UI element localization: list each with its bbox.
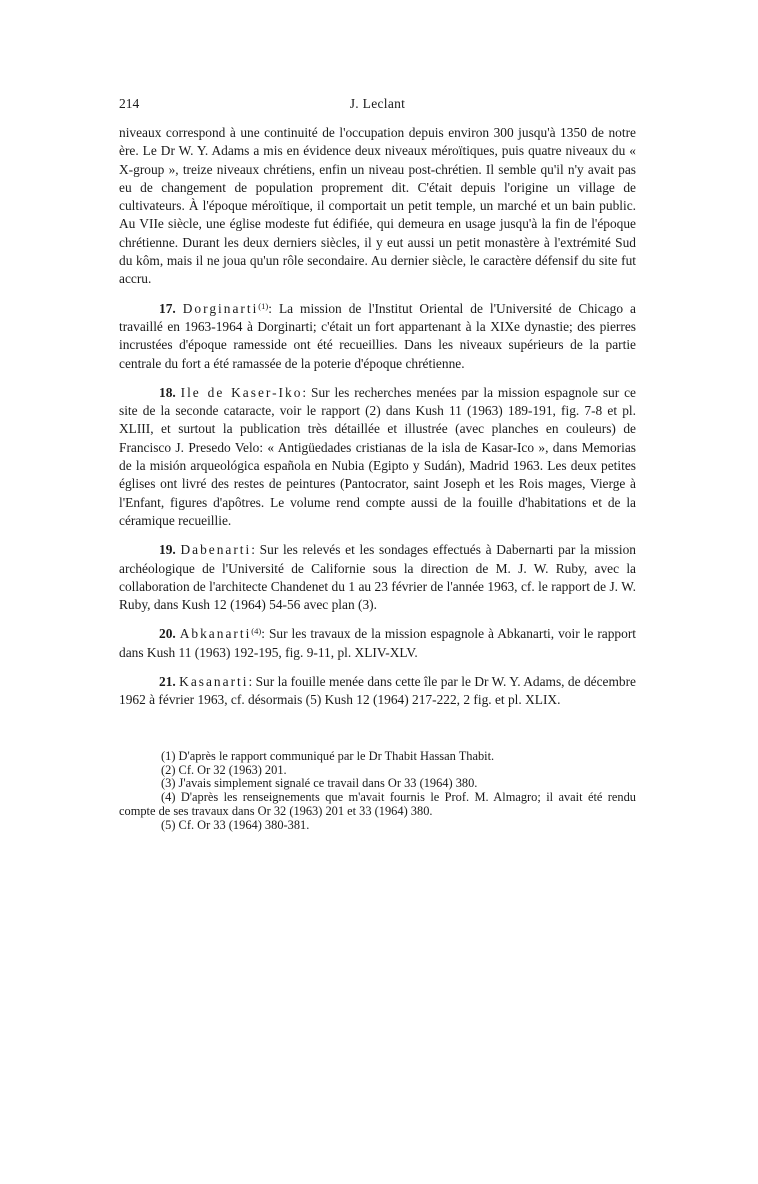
footnote [119,791,636,819]
footnote-mark: (2) [161,762,176,777]
entry-dabenarti [119,541,636,614]
entry-name: Kasanarti [179,674,249,690]
entry-text: Sur les travaux de la mission espagnole à Abkanarti, voir le rapport dans Kush 11 (1963) 192-195, fig. 9-11, pl. XLIV-XLV. [119,626,636,660]
entry-separator: : [251,542,255,558]
footnote-mark: (1) [161,748,176,763]
footnote [119,764,636,778]
entry-number: 18. [159,384,176,400]
entry-text: Sur la fouille menée dans cette île par le Dr W. Y. Adams, de décembre 1962 à février 1963, cf. désormais (5) Kush 12 (1964) 217-222, 2 fig. et pl. XLIX. [119,674,636,708]
entry-separator: : [248,674,253,690]
footnote-text: J'avais simplement signalé ce travail dans Or 33 (1964) 380. [175,776,478,791]
footnote [119,750,636,764]
entry-kaser-iko [119,384,636,530]
running-head: J. Leclant [349,96,406,111]
entry-number: 19. [159,542,176,558]
entry-separator: : [261,626,265,642]
note-ref: (1) [258,300,269,311]
footnote-text: D'après le rapport communiqué par le Dr Thabit Hassan Thabit. [175,748,495,763]
entry-text: La mission de l'Institut Oriental de l'Université de Chicago a travaillé en 1963-1964 à Dorginarti; c'était un fort appartenant à la XIXe dynastie; des pierres incrustées d'époque ramesside ont été recueillies. Dans les niveaux supérieurs de la partie centrale du fort a été ramassée de la poterie d'époque chrétienne. [119,300,636,371]
footnote-mark: (5) [161,818,176,833]
entry-text: Sur les relevés et les sondages effectués à Dabernarti par la mission archéologique de l'Université de Californie sous la direction de M. J. W. Ruby, avec la collaboration de l'architecte Chandenet du 1 au 23 février de l'année 1963, cf. le rapport de J. W. Ruby, dans Kush 12 (1964) 54-56 avec plan (3). [119,542,636,613]
note-ref: (4) [251,626,262,637]
footnote-text: Cf. Or 33 (1964) 380-381. [175,818,310,833]
footnote [119,777,636,791]
entry-kasanarti [119,673,636,710]
entry-name: Dorginarti [182,300,259,316]
entry-number: 17. [159,300,176,316]
page [119,96,636,833]
entry-number: 21. [159,674,176,690]
page-number: 214 [119,96,140,111]
entry-name: Abkanarti [179,626,252,642]
intro-paragraph: niveaux correspond à une continuité de l'occupation depuis environ 300 jusqu'à 1350 de notre ère. Le Dr W. Y. Adams a mis en évidence deux niveaux méroïtiques, puis quatre niveaux du « X-group », treize niveaux chrétiens, enfin un niveau post-chrétien. Il semble qu'il n'y avait pas eu de changement de population proprement dit. C'était depuis l'origine un village de cultivateurs. À l'époque méroïtique, il comportait un petit temple, un marché et un bain public. Au VIIe siècle, une église modeste fut édifiée, qui demeura en usage jusqu'à la fin de l'époque chrétienne. Durant les deux derniers siècles, il y eut aussi un petit monastère à l'extrémité Sud du kôm, mais il ne joua qu'un rôle secondaire. Au dernier siècle, le caractère défensif du site fut accru. [119,125,636,287]
entry-name: Dabenarti [180,542,252,558]
footnote [119,819,636,833]
entry-abkanarti [119,625,636,662]
footnote-text: Cf. Or 32 (1963) 201. [175,762,287,777]
entry-name: Ile de Kaser-Iko [180,384,303,400]
entry-number: 20. [159,626,176,642]
entry-text: Sur les recherches menées par la mission espagnole sur ce site de la seconde cataracte, voir le rapport (2) dans Kush 11 (1963) 189-191, fig. 7-8 et pl. XLIII, et surtout la publication très détaillée et illustrée (avec planches en couleurs) de Francisco J. Presedo Velo: « Antigüedades cristianas de la isla de Kasar-Ico », dans Memorias de la misión arqueológica española en Nubia (Egipto y Sudán), Madrid 1963. Les deux petites églises ont livré des restes de peintures (Pantocrator, saint Joseph et les Rois mages, Vierge à l'Enfant, figures d'apôtres. Le volume rend compte aussi de la fouille d'habitations et de la céramique recueillie. [119,384,636,528]
footnote-text: D'après les renseignements que m'avait fournis le Prof. M. Almagro; il avait été rendu compte de ses travaux dans Or 32 (1963) 201 et 33 (1964) 380. [119,790,636,819]
entry-dorginarti [119,300,636,373]
entry-separator: : [302,384,307,400]
footnote-mark: (4) [161,790,176,805]
footnotes [119,750,636,833]
footnote-mark: (3) [161,776,176,791]
entries [119,300,636,710]
entry-separator: : [268,300,272,316]
page-header [119,96,636,118]
